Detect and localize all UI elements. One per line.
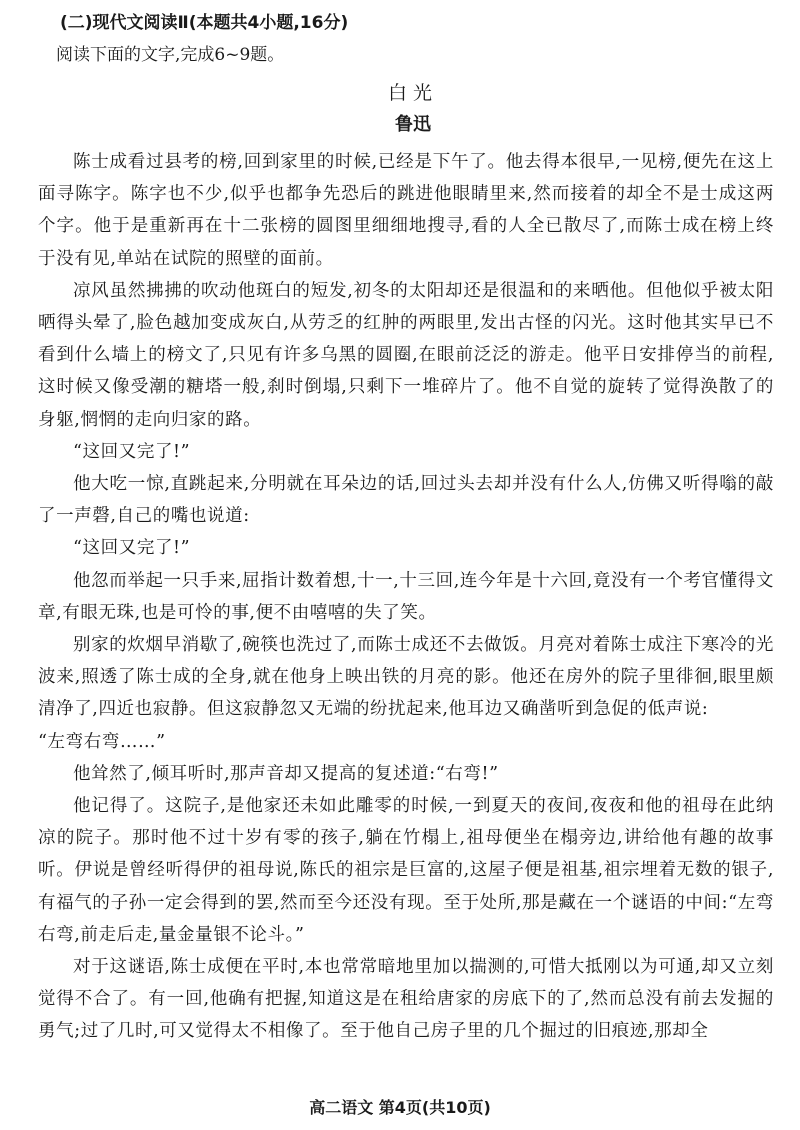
paragraph: 陈士成看过县考的榜,回到家里的时候,已经是下午了。他去得本很早,一见榜,便先在这上面寻陈字。陈字也不少,似乎也都争先恐后的跳进他眼睛里来,然而接着的却全不是士成这两个字。他于是重新再在十二张榜的圆图里细细地搜寻,看的人全已散尽了,而陈士成在榜上终于没有见,单站在试院的照壁的面前。 (38, 152, 774, 269)
paragraph: 他记得了。这院子,是他家还未如此雕零的时候,一到夏天的夜间,夜夜和他的祖母在此纳凉的院子。那时他不过十岁有零的孩子,躺在竹榻上,祖母便坐在榻旁边,讲给他有趣的故事听。伊说是曾经听得伊的祖母说,陈氏的祖宗是巨富的,这屋子便是祖基,祖宗埋着无数的银子,有福气的子孙一定会得到的罢,然而至今还没有现。至于处所,那是藏在一个谜语的中间:“左弯右弯,前走后走,量金量银不论斗。” (38, 796, 774, 945)
section-heading: (二)现代文阅读Ⅱ(本题共4小题,16分) (60, 13, 349, 33)
paragraph: 对于这谜语,陈士成便在平时,本也常常暗地里加以揣测的,可惜大抵刚以为可通,却又立刻觉得不合了。有一回,他确有把握,知道这是在租给唐家的房底下的了,然而总没有前去发掘的勇气;过了几时,可又觉得太不相像了。至于他自己房子里的几个掘过的旧痕迹,那却全 (38, 957, 774, 1042)
paragraph: 他忽而举起一只手来,屈指计数着想,十一,十三回,连今年是十六回,竟没有一个考官懂得文章,有眼无珠,也是可怜的事,便不由嘻嘻的失了笑。 (38, 570, 774, 623)
article-body (38, 146, 774, 1048)
article-author: 鲁迅 (395, 114, 431, 135)
paragraph: “这回又完了!” (73, 538, 191, 559)
paragraph: 他大吃一惊,直跳起来,分明就在耳朵边的话,回过头去却并没有什么人,仿佛又听得嗡的敲了一声磬,自己的嘴也说道: (38, 474, 774, 527)
paragraph: 他耸然了,倾耳听时,那声音却又提高的复述道:“右弯!” (73, 763, 499, 784)
paragraph: “左弯右弯……” (38, 731, 166, 752)
reading-instruction: 阅读下面的文字,完成6~9题。 (56, 45, 285, 65)
paragraph: 别家的炊烟早消歇了,碗筷也洗过了,而陈士成还不去做饭。月亮对着陈士成注下寒冷的光波来,照透了陈士成的全身,就在他身上映出铁的月亮的影。他还在房外的院子里徘徊,眼里颇清净了,四近也寂静。但这寂静忽又无端的纷扰起来,他耳边又确凿听到急促的低声说: (38, 635, 774, 720)
article-title: 白光 (387, 82, 438, 104)
page-footer: 高二语文 第4页(共10页) (309, 1098, 491, 1117)
paragraph: 凉风虽然拂拂的吹动他斑白的短发,初冬的太阳却还是很温和的来晒他。但他似乎被太阳晒得头晕了,脸色越加变成灰白,从劳乏的红肿的两眼里,发出古怪的闪光。这时他其实早已不看到什么墙上的榜文了,只见有许多乌黑的圆圈,在眼前泛泛的游走。他平日安排停当的前程,这时候又像受潮的糖塔一般,刹时倒塌,只剩下一堆碎片了。他不自觉的旋转了觉得涣散了的身躯,惘惘的走向归家的路。 (38, 280, 774, 430)
paragraph: “这回又完了!” (73, 441, 191, 462)
